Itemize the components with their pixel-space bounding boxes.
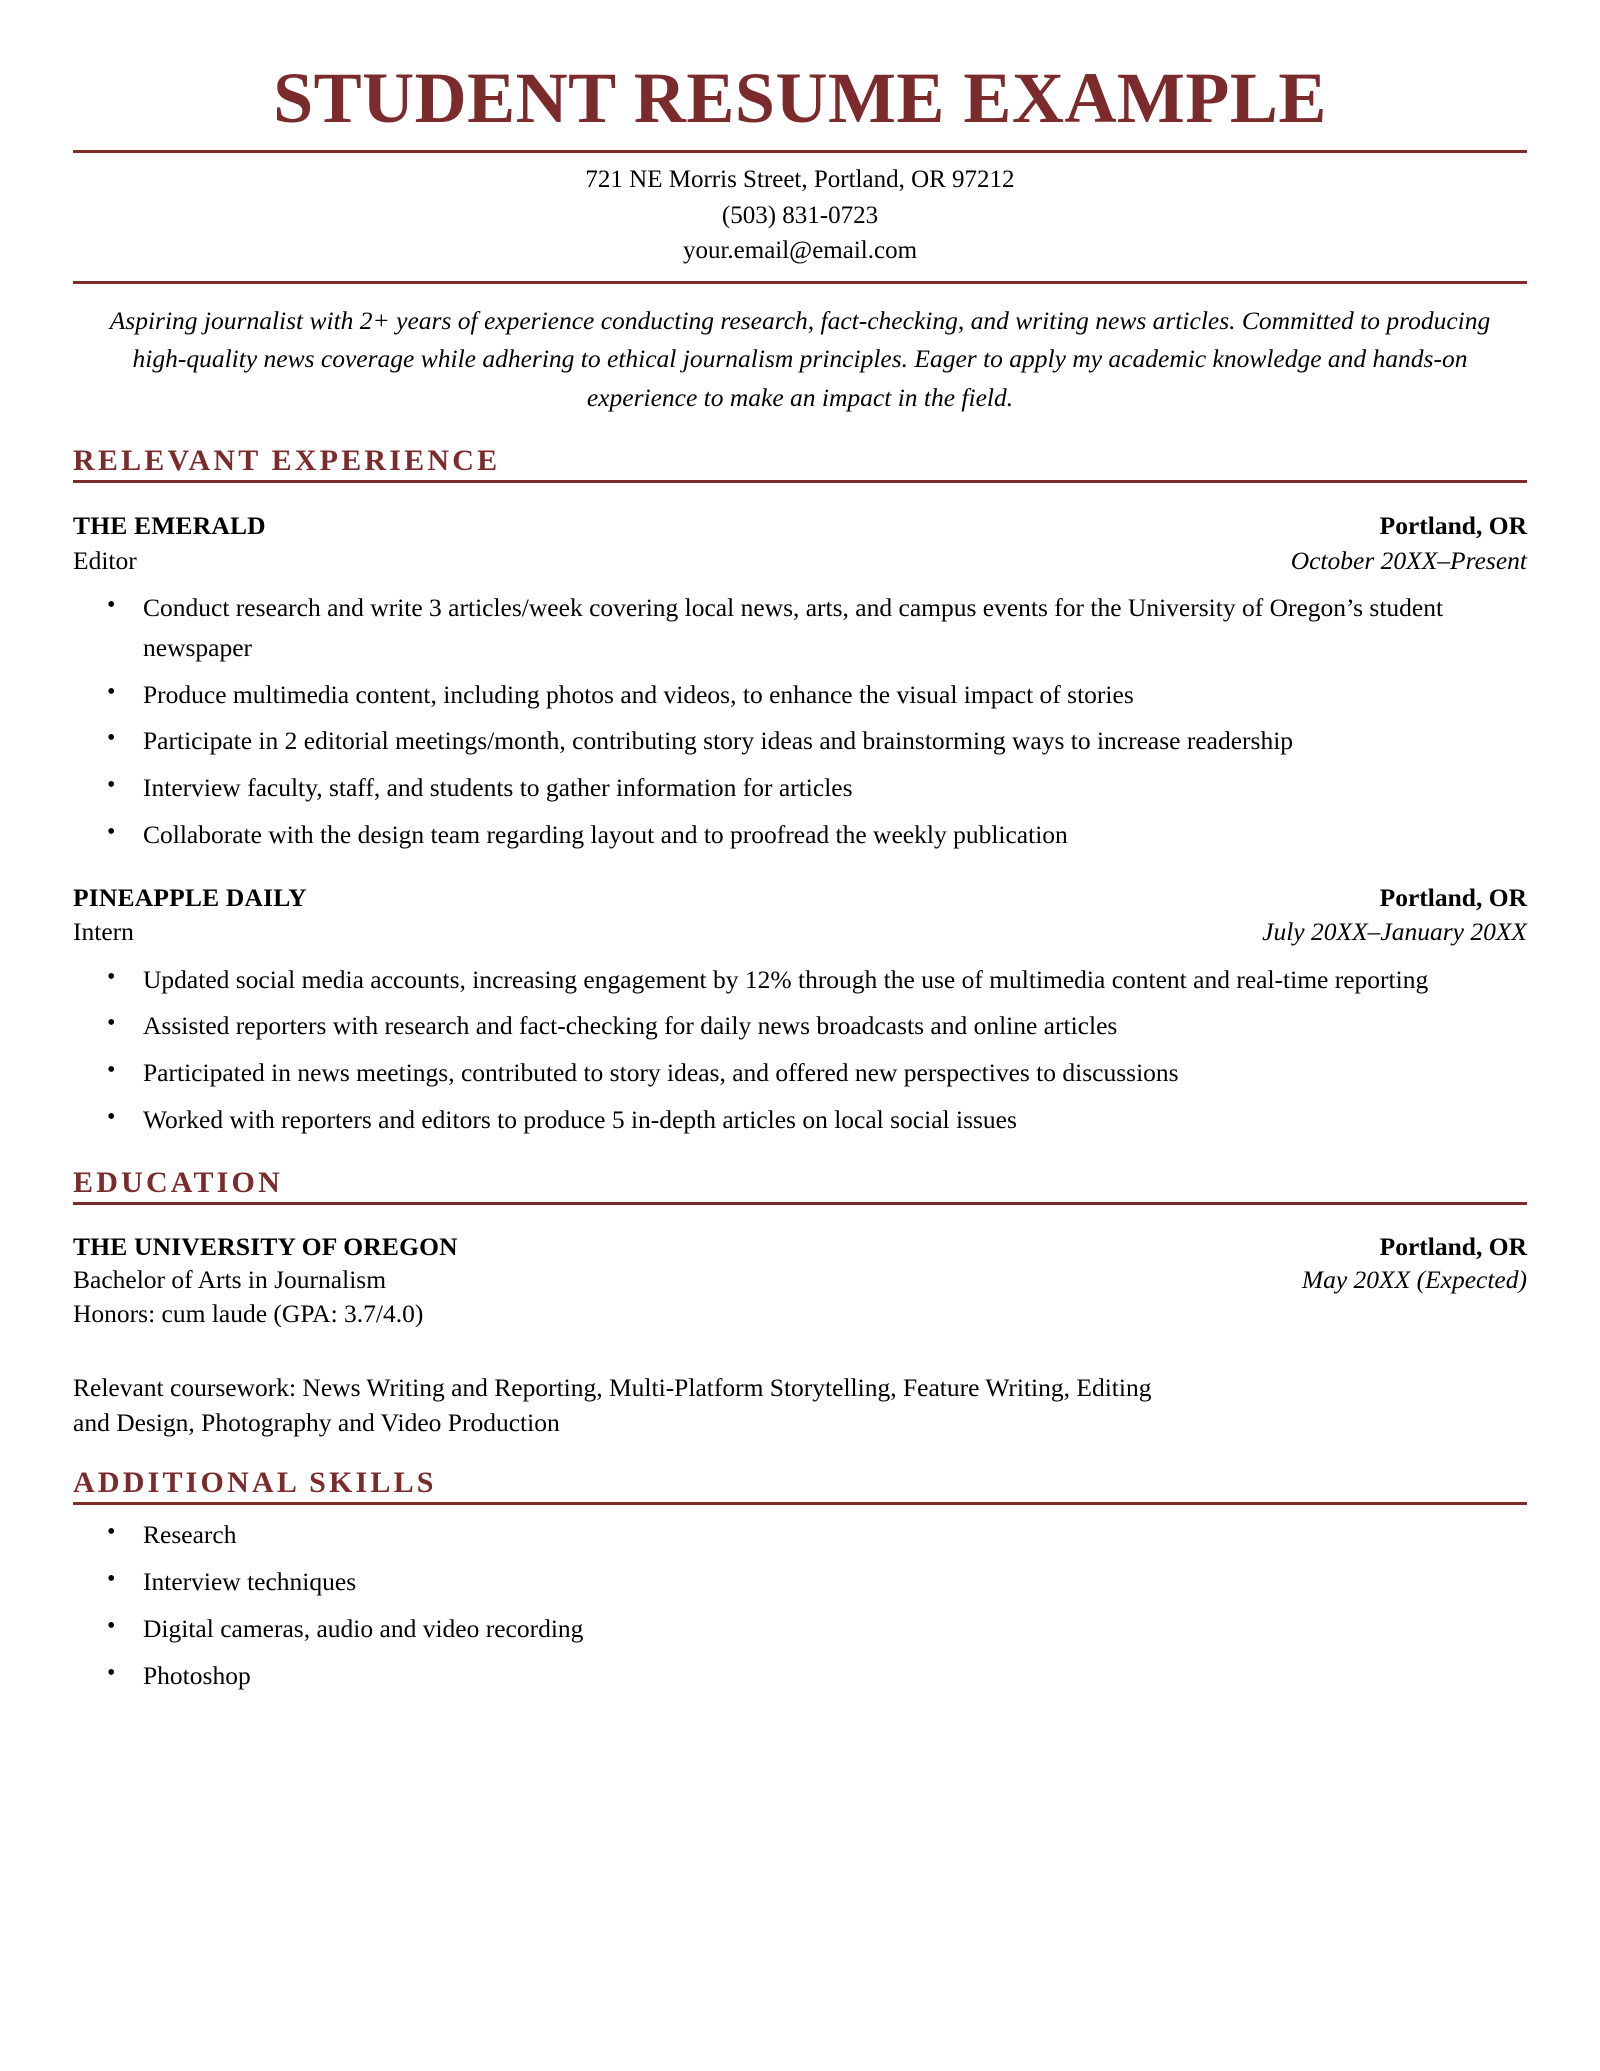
job-responsibility-list — [73, 960, 1527, 1140]
experience-entry — [73, 509, 1527, 854]
job-dates: October 20XX–Present — [1290, 545, 1527, 575]
contact-block — [73, 153, 1527, 273]
list-item — [143, 675, 1527, 715]
section-relevant-experience — [73, 444, 1527, 1140]
list-item — [143, 768, 1527, 808]
skills-divider — [73, 1502, 1527, 1505]
employer-location: Portland, OR — [1379, 511, 1527, 541]
degree-name: Bachelor of Arts in Journalism — [73, 1264, 387, 1294]
experience-entry-header — [73, 509, 1527, 543]
list-item-text: Conduct research and write 3 articles/week covering local news, arts, and campus events for the University of Oregon’s student newspaper — [143, 593, 1444, 662]
section-heading-experience: RELEVANT EXPERIENCE — [73, 443, 501, 477]
list-item — [143, 1515, 1527, 1555]
experience-entry-subheader — [73, 915, 1527, 949]
list-item-text: Interview faculty, staff, and students to gather information for articles — [143, 773, 853, 803]
page-title: STUDENT RESUME EXAMPLE — [273, 58, 1327, 138]
list-item-text: Research — [143, 1520, 237, 1550]
job-dates: July 20XX–January 20XX — [1262, 917, 1527, 947]
list-item-text: Participate in 2 editorial meetings/month, contributing story ideas and brainstorming ways to increase readership — [143, 726, 1294, 756]
experience-divider — [73, 480, 1527, 483]
education-divider — [73, 1202, 1527, 1205]
honors-line: Honors: cum laude (GPA: 3.7/4.0) — [73, 1299, 424, 1329]
list-item — [143, 1656, 1527, 1696]
job-title: Intern — [73, 917, 134, 947]
school-name: THE UNIVERSITY OF OREGON — [73, 1232, 458, 1262]
section-heading-skills: ADDITIONAL SKILLS — [73, 1465, 437, 1499]
employer-name: PINEAPPLE DAILY — [73, 882, 307, 912]
experience-entry — [73, 881, 1527, 1140]
list-item — [143, 721, 1527, 761]
contact-email[interactable]: your.email@email.com — [682, 237, 918, 264]
contact-address: 721 NE Morris Street, Portland, OR 97212 — [585, 166, 1015, 193]
list-item-text: Digital cameras, audio and video recording — [143, 1613, 584, 1643]
skills-list — [73, 1515, 1527, 1695]
experience-entry-header — [73, 881, 1527, 915]
professional-summary: Aspiring journalist with 2+ years of experience conducting research, fact-checking, and writing news articles. Committed to producing high-quality news coverage while adhering to ethical journalism principles. Eager to apply my academic knowledge and hands-on experience to make an impact in the field. — [109, 305, 1491, 412]
list-item-text: Assisted reporters with research and fact-checking for daily news broadcasts and online articles — [143, 1011, 1118, 1041]
employer-location: Portland, OR — [1379, 882, 1527, 912]
list-item — [143, 1053, 1527, 1093]
list-item-text: Interview techniques — [143, 1567, 357, 1597]
list-item — [143, 588, 1527, 668]
section-education — [73, 1166, 1527, 1440]
list-item-text: Participated in news meetings, contributed to story ideas, and offered new perspectives to discussions — [143, 1058, 1179, 1088]
experience-entry-subheader — [73, 544, 1527, 578]
school-location: Portland, OR — [1379, 1232, 1527, 1262]
job-responsibility-list — [73, 588, 1527, 855]
list-item — [143, 815, 1527, 855]
contact-phone: (503) 831-0723 — [721, 201, 879, 229]
list-item-text: Collaborate with the design team regarding layout and to proofread the weekly publication — [143, 819, 1068, 849]
job-title: Editor — [73, 545, 137, 575]
list-item — [143, 1562, 1527, 1602]
education-entry-header — [73, 1231, 1527, 1264]
list-item-text: Produce multimedia content, including photos and videos, to enhance the visual impact of stories — [143, 679, 1134, 709]
section-heading-education: EDUCATION — [73, 1165, 283, 1199]
list-item-text: Updated social media accounts, increasing engagement by 12% through the use of multimedia content and real-time reporting — [143, 964, 1429, 994]
section-additional-skills — [73, 1466, 1527, 1696]
education-entry-subheader — [73, 1264, 1527, 1297]
list-item-text: Photoshop — [143, 1660, 251, 1690]
graduation-date: May 20XX (Expected) — [1301, 1264, 1527, 1294]
education-entry — [73, 1231, 1527, 1440]
list-item — [143, 960, 1527, 1000]
list-item — [143, 1100, 1527, 1140]
list-item-text: Worked with reporters and editors to produce 5 in-depth articles on local social issues — [143, 1104, 1017, 1134]
relevant-coursework: Relevant coursework: News Writing and Reporting, Multi-Platform Storytelling, Feature Writing, Editing and Design, Photography and Video Production — [73, 1372, 1152, 1437]
list-item — [143, 1006, 1527, 1046]
list-item — [143, 1609, 1527, 1649]
employer-name: THE EMERALD — [73, 511, 266, 541]
